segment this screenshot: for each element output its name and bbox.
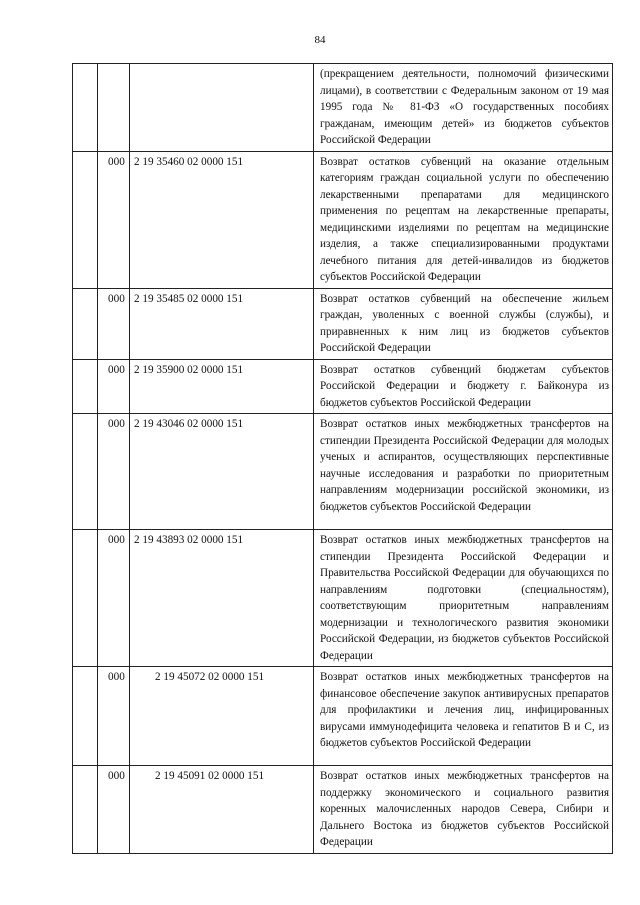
- admin-code: 000: [98, 766, 130, 854]
- table-row: [73, 667, 613, 766]
- admin-code: 000: [98, 414, 130, 530]
- blank-cell: [73, 766, 98, 854]
- kbk-code: [130, 64, 314, 152]
- description: (прекращением деятельности, полномочий физическими лицами), в соответствии с Федеральным законом от 19 мая 1995 года № 81-ФЗ «О государственных пособиях гражданам, имеющим детей» из бюджетов субъектов Российской Федерации: [314, 64, 613, 152]
- blank-cell: [73, 151, 98, 288]
- table-row: [73, 766, 613, 854]
- table-row: [73, 414, 613, 530]
- table-row: [73, 288, 613, 359]
- table-row: [73, 530, 613, 667]
- admin-code: 000: [98, 667, 130, 766]
- admin-code: 000: [98, 151, 130, 288]
- budget-code-table: [72, 63, 613, 854]
- description: Возврат остатков иных межбюджетных трансфертов на поддержку экономического и социального развития коренных малочисленных народов Севера, Сибири и Дальнего Востока из бюджетов субъектов Российской Федерации: [314, 766, 613, 854]
- table-row: [73, 64, 613, 152]
- kbk-code: 2 19 45072 02 0000 151: [130, 667, 314, 766]
- description: Возврат остатков субвенций на оказание отдельным категориям граждан социальной услуги по обеспечению лекарственными препаратами для медицинского применения по рецептам на лекарственные препараты, медицинскими изделиями по рецептам на медицинские изделия, а также специализированными продуктами лечебного питания для детей-инвалидов из бюджетов субъектов Российской Федерации: [314, 151, 613, 288]
- blank-cell: [73, 64, 98, 152]
- kbk-code: 2 19 35900 02 0000 151: [130, 359, 314, 414]
- description: Возврат остатков иных межбюджетных трансфертов на стипендии Президента Российской Федерации для молодых ученых и аспирантов, осуществляющих перспективные научные исследования и разработки по приоритетным направлениям модернизации российской экономики, из бюджетов субъектов Российской Федерации: [314, 414, 613, 530]
- blank-cell: [73, 667, 98, 766]
- table-row: [73, 151, 613, 288]
- table-row: [73, 359, 613, 414]
- admin-code: 000: [98, 359, 130, 414]
- admin-code: [98, 64, 130, 152]
- admin-code: 000: [98, 288, 130, 359]
- kbk-code: 2 19 43046 02 0000 151: [130, 414, 314, 530]
- kbk-code: 2 19 45091 02 0000 151: [130, 766, 314, 854]
- kbk-code: 2 19 35485 02 0000 151: [130, 288, 314, 359]
- description: Возврат остатков субвенций на обеспечение жильем граждан, уволенных с военной службы (службы), и приравненных к ним лиц из бюджетов субъектов Российской Федерации: [314, 288, 613, 359]
- description: Возврат остатков субвенций бюджетам субъектов Российской Федерации и бюджету г. Байконура из бюджетов субъектов Российской Федерации: [314, 359, 613, 414]
- kbk-code: 2 19 43893 02 0000 151: [130, 530, 314, 667]
- description: Возврат остатков иных межбюджетных трансфертов на стипендии Президента Российской Федерации и Правительства Российской Федерации для обучающихся по направлениям подготовки (специальностям), соответствующим приоритетным направлениям модернизации и технологического развития экономики Российской Федерации, из бюджетов субъектов Российской Федерации: [314, 530, 613, 667]
- admin-code: 000: [98, 530, 130, 667]
- blank-cell: [73, 414, 98, 530]
- blank-cell: [73, 359, 98, 414]
- description: Возврат остатков иных межбюджетных трансфертов на финансовое обеспечение закупок антивирусных препаратов для профилактики и лечения лиц, инфицированных вирусами иммунодефицита человека и гепатитов B и C, из бюджетов субъектов Российской Федерации: [314, 667, 613, 766]
- blank-cell: [73, 530, 98, 667]
- page-number: 84: [314, 34, 326, 46]
- blank-cell: [73, 288, 98, 359]
- kbk-code: 2 19 35460 02 0000 151: [130, 151, 314, 288]
